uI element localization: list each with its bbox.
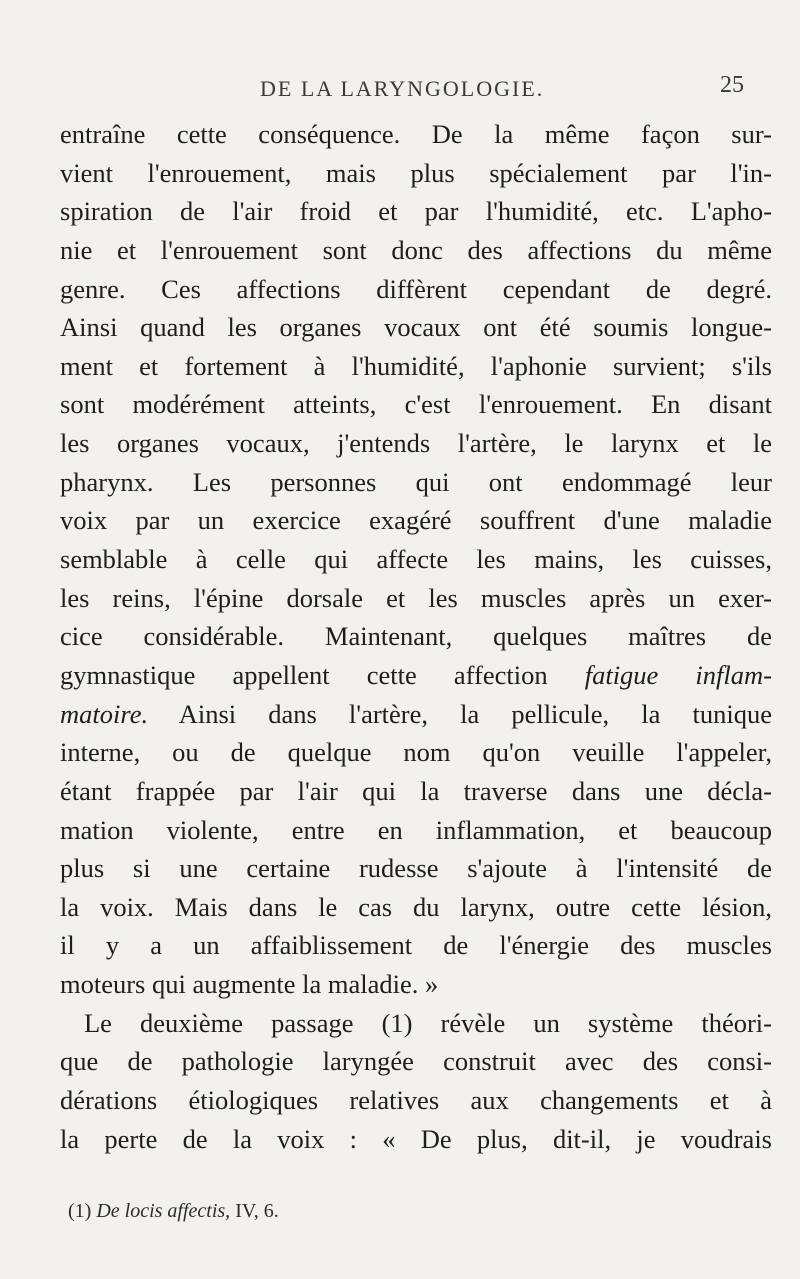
text-run: Ainsi dans l'artère, la pellicule, la tunique (148, 698, 772, 729)
text-line: la voix. Mais dans le cas du larynx, outre cette lésion, (60, 891, 772, 922)
text-line: entraîne cette conséquence. De la même façon sur- (60, 119, 772, 149)
text-line (60, 695, 772, 734)
text-line: que de pathologie laryngée construit avec des consi- (60, 1046, 772, 1077)
text-line: Ainsi quand les organes vocaux ont été soumis longue- (60, 312, 772, 343)
text-line: les reins, l'épine dorsale et les muscles après un exer- (60, 582, 772, 613)
footnote (68, 1200, 279, 1223)
footnote-marker: (1) (68, 1200, 92, 1222)
text-line: Le deuxième passage (1) révèle un système théori- (84, 1007, 772, 1038)
running-title: DE LA LARYNGOLOGIE. (260, 76, 545, 101)
text-run: gymnastique appellent cette affection (60, 659, 585, 690)
text-line: ment et fortement à l'humidité, l'aphonie survient; s'ils (60, 350, 772, 381)
text-line: moteurs qui augmente la maladie. » (60, 969, 439, 1000)
text-line: vient l'enrouement, mais plus spécialement par l'in- (60, 157, 772, 188)
text-line: cice considérable. Maintenant, quelques maîtres de (60, 621, 772, 652)
text-line: dérations étiologiques relatives aux changements et à (60, 1085, 772, 1116)
italic-term: matoire. (60, 698, 149, 729)
footnote-reference: IV, 6. (235, 1200, 279, 1222)
text-line: étant frappée par l'air qui la traverse dans une décla- (60, 775, 772, 806)
text-line: plus si une certaine rudesse s'ajoute à l'intensité de (60, 853, 772, 884)
text-line: la perte de la voix : « De plus, dit-il, je voudrais (60, 1123, 772, 1154)
text-line: genre. Ces affections diffèrent cependant de degré. (60, 273, 772, 304)
footnote-title: De locis affectis, (96, 1200, 231, 1222)
body-text (60, 115, 772, 1158)
text-line: pharynx. Les personnes qui ont endommagé leur (60, 466, 772, 497)
text-line: il y a un affaiblissement de l'énergie des muscles (60, 930, 772, 961)
text-line: mation violente, entre en inflammation, et beaucoup (60, 814, 772, 845)
text-line: voix par un exercice exagéré souffrent d'une maladie (60, 505, 772, 536)
text-line (60, 656, 772, 695)
text-line: spiration de l'air froid et par l'humidité, etc. L'apho- (60, 196, 772, 227)
text-line: les organes vocaux, j'entends l'artère, le larynx et le (60, 428, 772, 459)
text-line: nie et l'enrouement sont donc des affections du même (60, 234, 772, 265)
text-line: interne, ou de quelque nom qu'on veuille l'appeler, (60, 737, 772, 768)
page-number: 25 (720, 72, 744, 98)
text-line: sont modérément atteints, c'est l'enrouement. En disant (60, 389, 772, 420)
text-line: semblable à celle qui affecte les mains, les cuisses, (60, 544, 772, 575)
italic-term: fatigue inflam- (584, 659, 772, 690)
